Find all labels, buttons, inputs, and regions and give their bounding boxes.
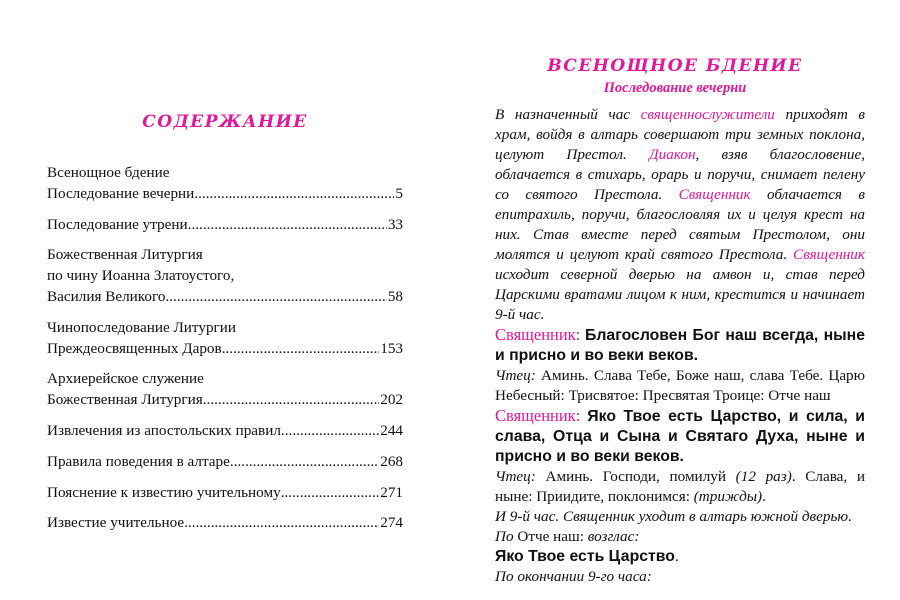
- service-subtitle: Последование вечерни: [603, 80, 747, 96]
- role-deacon: Диакон: [649, 146, 696, 163]
- toc-group: [47, 421, 403, 442]
- reader-text-2c: . Слава, и ныне: Приидите, поклонимся:: [495, 468, 866, 505]
- toc-page-number: 58: [387, 287, 403, 305]
- dot-leader: [281, 483, 380, 504]
- speaker-reader-2: Чтец:: [495, 468, 536, 485]
- toc-page-number: 5: [395, 184, 403, 202]
- toc-page-number: 274: [380, 514, 403, 532]
- rubric-ninth-hour: [495, 507, 865, 547]
- rubric-text-d: возглас:: [587, 528, 640, 545]
- toc-entry[interactable]: [47, 287, 403, 308]
- toc-page-number: 271: [380, 483, 403, 501]
- intro-text-3: , взяв благословение, облачается в стихарь, орарь и поручи, снимает пелену со святого Престола.: [495, 146, 866, 203]
- toc-entry[interactable]: [47, 390, 403, 411]
- speaker-priest-2: Священник:: [495, 406, 581, 425]
- toc-group: [47, 245, 403, 307]
- table-of-contents: [47, 163, 403, 544]
- toc-group: [47, 318, 403, 360]
- toc-entry[interactable]: [47, 513, 403, 534]
- toc-group: [47, 369, 403, 411]
- service-text: [495, 105, 865, 587]
- reader-text-2e: .: [762, 488, 766, 505]
- speaker-priest: Священник:: [495, 325, 581, 344]
- toc-heading-line: Всенощное бдение: [47, 164, 170, 181]
- toc-page-number: 268: [380, 452, 403, 470]
- exclamation-text: Яко Твое есть Царство: [495, 548, 675, 565]
- toc-entry-label: Известие учительное: [47, 514, 185, 532]
- toc-group: [47, 483, 403, 504]
- toc-entry[interactable]: [47, 339, 403, 360]
- reader-text-2d: (трижды): [693, 488, 763, 505]
- toc-page-number: 244: [380, 421, 403, 439]
- reader-text-2a: Аминь. Господи, помилуй: [545, 468, 736, 485]
- rubric-text-b: Отче наш: [517, 528, 580, 545]
- reader-text-2b: (12 раз): [735, 468, 792, 485]
- toc-entry-label: Последование утрени: [47, 215, 188, 233]
- reader-text-1: Аминь. Слава Тебе, Боже наш, слава Тебе. Царю Небесный: Трисвятое: Пресвятая Троице: Отче наш: [495, 367, 866, 404]
- intro-text-2: приходят в храм, войдя в алтарь совершают три земных поклона, целуют Престол.: [495, 106, 866, 163]
- toc-entry-label: Правила поведения в алтаре: [47, 452, 230, 470]
- dot-leader: [222, 339, 380, 360]
- exclamation-line: [495, 547, 865, 567]
- right-page: [450, 0, 900, 600]
- toc-group: [47, 452, 403, 473]
- closing-rubric: По окончании 9-го часа:: [495, 568, 652, 585]
- dot-leader: [184, 513, 379, 534]
- rubric-text-a: И 9-й час. Священник уходит в алтарь южной дверью. По: [495, 508, 852, 545]
- priest-blessing: [495, 325, 865, 366]
- dot-leader: [194, 184, 394, 205]
- toc-group: [47, 163, 403, 205]
- toc-entry-label: Преждеосвященных Даров: [47, 339, 222, 357]
- toc-entry[interactable]: [47, 421, 403, 442]
- toc-entry[interactable]: [47, 452, 403, 473]
- toc-entry[interactable]: [47, 483, 403, 504]
- toc-heading-line: по чину Иоанна Златоустого,: [47, 267, 235, 285]
- toc-entry-label: Пояснение к известию учительному: [47, 483, 281, 501]
- service-title: ВСЕНОЩНОЕ БДЕНИЕ: [547, 56, 803, 76]
- dot-leader: [230, 452, 379, 473]
- intro-text-4: облачается в епитрахиль, поручи, благословляя их и целуя крест на них. Став вместе перед святым Престолом, они молятся и целуют край святого Престола.: [495, 186, 865, 263]
- rubric-text-c: :: [579, 528, 588, 545]
- intro-rubric: [495, 105, 865, 325]
- toc-page-number: 33: [387, 215, 403, 233]
- toc-entry-label: Последование вечерни: [47, 184, 195, 202]
- toc-entry[interactable]: [47, 184, 403, 205]
- dot-leader: [188, 215, 387, 236]
- intro-text-1: В назначенный час: [495, 106, 641, 123]
- toc-page-number: 202: [380, 391, 403, 409]
- toc-page-number: 153: [380, 339, 403, 357]
- toc-entry-label: Василия Великого: [47, 287, 166, 305]
- role-clergy: священнослужители: [640, 106, 775, 123]
- toc-group: [47, 513, 403, 534]
- dot-leader: [203, 390, 379, 411]
- intro-text-5: исходит северной дверью на амвон и, став перед Царскими вратами лицом к ним, крестится и начинает 9-й час.: [495, 266, 865, 323]
- priest-exclamation: [495, 406, 865, 467]
- toc-entry-label: Извлечения из апостольских правил: [47, 421, 281, 439]
- dot-leader: [281, 421, 379, 442]
- exclamation-dot: .: [674, 548, 679, 565]
- toc-group: [47, 215, 403, 236]
- dot-leader: [165, 287, 386, 308]
- role-priest-2: Священник: [793, 246, 865, 263]
- toc-heading-line: Божественная Литургия: [47, 246, 203, 264]
- toc-heading-line: Чинопоследование Литургии: [47, 318, 237, 336]
- exclamation-text-full: Яко Твое есть Царство, и сила, и слава, Отца и Сына и Святаго Духа, ныне и присно и во веки веков.: [495, 408, 865, 465]
- reader-response-1: [495, 366, 865, 406]
- toc-entry[interactable]: [47, 215, 403, 236]
- toc-heading-line: Архиерейское служение: [47, 370, 204, 388]
- blessing-text: Благословен Бог наш всегда, ныне и присно и во веки веков.: [495, 327, 865, 364]
- role-priest: Священник: [678, 186, 751, 203]
- reader-response-2: [495, 467, 865, 507]
- toc-title: СОДЕРЖАНИЕ: [142, 112, 308, 132]
- toc-entry-label: Божественная Литургия: [47, 391, 203, 409]
- speaker-reader: Чтец:: [495, 367, 536, 384]
